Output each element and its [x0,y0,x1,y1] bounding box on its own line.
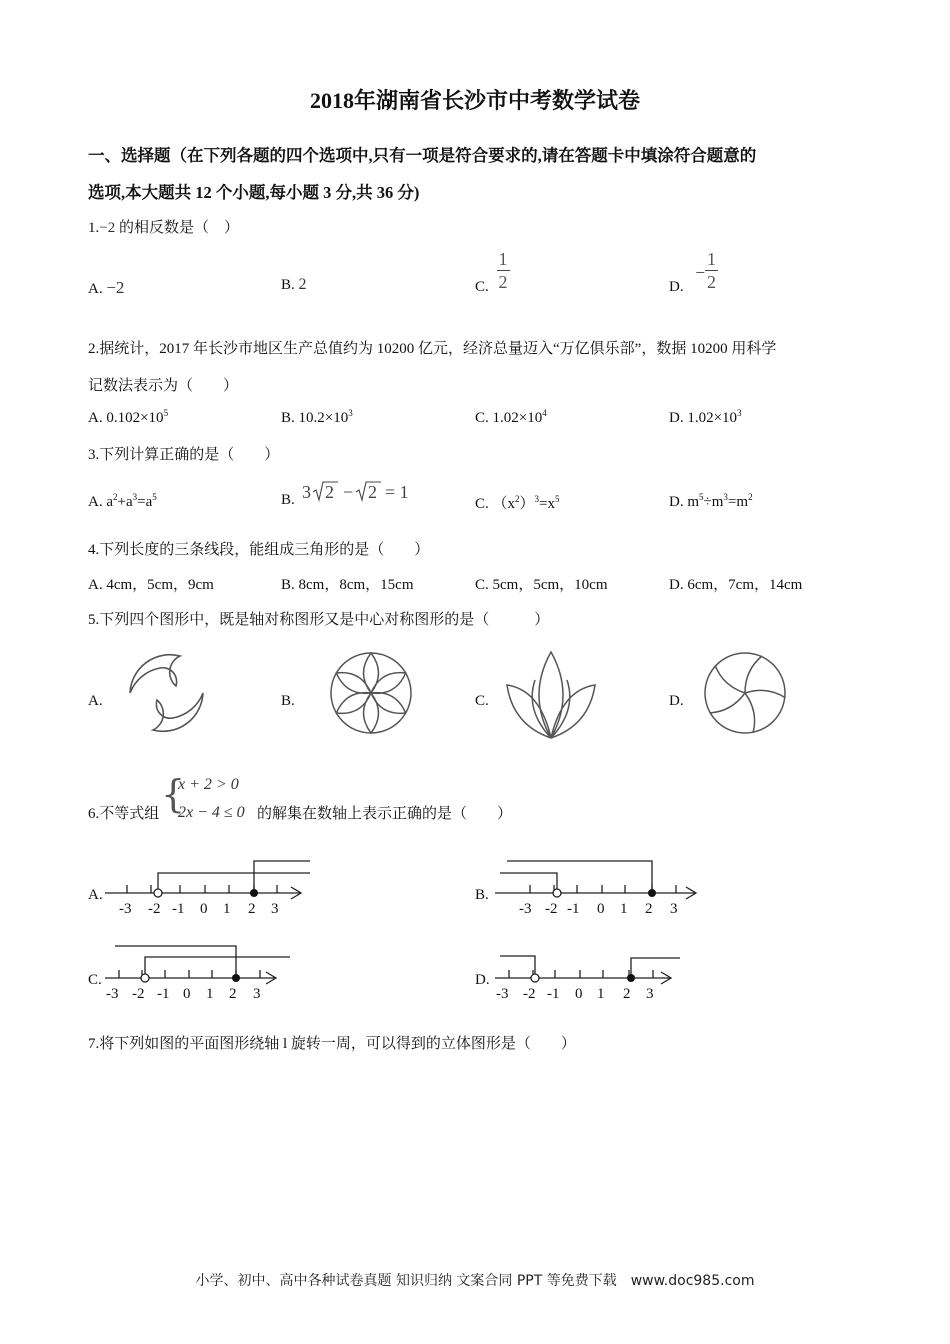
numerator: 1 [498,249,508,269]
option-label: C. [475,278,489,295]
question-6-suffix: 的解集在数轴上表示正确的是（ ） [257,806,513,822]
exponent: 3 [723,492,728,502]
q6-label-c: C. [88,972,102,988]
tick-label: -3 [106,986,119,1002]
q3-option-b-label: B. [281,492,295,508]
q4-option-a: A. 4cm，5cm，9cm [88,577,214,593]
option-label: D. [669,410,684,426]
option-exponent: 3 [737,408,742,418]
q5-label-c: C. [475,693,489,709]
tick-label: 2 [623,986,631,1002]
q3-option-c [475,492,560,513]
option-label: B. [281,410,295,426]
section-heading-line1: 一、选择题（在下列各题的四个选项中,只有一项是符合要求的,请在答题卡中填涂符合题意的 [88,146,757,165]
q2-option-b [281,408,353,427]
option-exponent: 3 [348,408,353,418]
tick-label: 3 [253,986,261,1002]
tick-label: -3 [119,901,132,917]
question-1-stem [88,216,239,237]
tick-label: -3 [519,901,532,917]
denominator: 2 [498,272,508,292]
q5-figure-c-lotus [505,650,600,740]
q6-numberline-c [105,940,310,1005]
term: ） [519,496,535,512]
option-base: 1.02×10 [687,410,738,426]
term: +a [117,494,133,510]
term: ÷m [703,494,724,510]
tick-label: 1 [223,901,231,917]
term: a [106,494,114,510]
q5-figure-b-flower [326,648,416,738]
option-label: B. [281,277,295,293]
option-label: D. [669,494,684,510]
exponent: 3 [132,492,138,502]
q4-option-c: C. 5cm，5cm，10cm [475,577,608,593]
option-label: D. [669,278,684,295]
term: m [687,494,700,510]
page-footer: 小学、初中、高中各种试卷真题 知识归纳 文案合同 PPT 等免费下载 www.doc985.com [195,1273,755,1289]
tick-label: -1 [567,901,580,917]
tick-label: -3 [496,986,509,1002]
q5-label-a: A. [88,693,103,709]
exponent: 5 [152,492,157,502]
fraction [705,250,718,291]
tick-label: -2 [523,986,536,1002]
radicand-text: 2 [368,482,377,502]
q4-option-b: B. 8cm，8cm，15cm [281,577,414,593]
term: =x [539,496,556,512]
option-exponent: 4 [542,408,547,418]
coef-text: 3 [302,482,311,502]
option-value: 2 [298,276,307,293]
q5-label-b: B. [281,693,295,709]
option-label: C. [475,410,489,426]
q6-inequality-2: 2x − 4 ≤ 0 [178,804,245,821]
exponent: 2 [748,492,753,502]
option-base: 10.2×10 [298,410,349,426]
exponent: 2 [515,494,520,504]
minus-text: − [343,482,354,502]
question-6-prefix: 6.不等式组 [88,806,160,822]
q1-number: 1. [88,220,100,236]
tick-label: 0 [597,901,605,917]
q3-option-b-expression [300,478,410,506]
q1-option-b [281,276,307,294]
section-heading-line2: 选项,本大题共 12 个小题,每小题 3 分,共 36 分) [88,183,420,202]
tick-label: 3 [271,901,279,917]
q6-inequality-1: x + 2 > 0 [178,776,239,793]
q2-option-d [669,408,742,427]
option-label: A. [88,281,103,297]
fraction [497,250,510,291]
question-2-line1: 2.据统计，2017 年长沙市地区生产总值约为 10200 亿元，经济总量迈入“万亿俱乐部”，数据 10200 用科学 [88,341,777,357]
radicand-text: 2 [325,482,334,502]
exponent: 3 [534,494,540,504]
option-base: 1.02×10 [492,410,543,426]
question-5-stem: 5.下列四个图形中，既是轴对称图形又是中心对称图形的是（ ） [88,612,550,628]
q6-numberline-d [495,940,690,1005]
tick-label: -2 [148,901,161,917]
q6-numberline-a [105,855,320,920]
option-label: A. [88,494,103,510]
tick-label: 2 [645,901,653,917]
q5-figure-d-pinwheel [700,648,790,738]
q1-text: 的相反数是（ ） [118,220,239,236]
q1-option-a [88,278,124,298]
tick-label: 0 [183,986,191,1002]
q4-option-d: D. 6cm，7cm，14cm [669,577,803,593]
term: =m [727,494,749,510]
question-2-line2: 记数法表示为（ ） [88,378,239,394]
tick-label: -1 [547,986,560,1002]
exponent: 5 [555,494,560,504]
q5-label-d: D. [669,693,684,709]
exponent: 5 [699,492,704,502]
equals-text: = 1 [385,482,409,502]
tick-label: 3 [670,901,678,917]
q1-option-d [669,249,718,295]
question-4-stem: 4.下列长度的三条线段，能组成三角形的是（ ） [88,542,430,558]
question-3-stem: 3.下列计算正确的是（ ） [88,447,280,463]
q6-label-a: A. [88,887,103,903]
q5-figure-a-crescents [118,648,213,738]
option-value: −2 [106,278,125,297]
tick-label: -1 [157,986,170,1002]
q2-option-c [475,408,547,427]
term: （x [492,496,516,512]
tick-label: -2 [132,986,145,1002]
q6-label-b: B. [475,887,489,903]
numerator: 1 [706,249,716,269]
tick-label: 0 [575,986,583,1002]
q3-option-a [88,492,157,511]
tick-label: 1 [206,986,214,1002]
option-label: A. [88,410,103,426]
tick-label: -2 [545,901,558,917]
exponent: 2 [113,492,118,502]
denominator: 2 [706,272,716,292]
tick-label: 1 [597,986,605,1002]
option-label: C. [475,496,489,512]
q6-label-d: D. [475,972,490,988]
q1-expr: −2 [99,220,116,236]
option-exponent: 5 [163,408,169,418]
brace-icon: { [161,772,186,816]
minus-sign: − [695,262,705,282]
q6-numberline-b [495,855,705,920]
tick-label: -1 [172,901,185,917]
question-7-stem: 7.将下列如图的平面图形绕轴 l 旋转一周，可以得到的立体图形是（ ） [88,1036,576,1052]
tick-label: 3 [646,986,654,1002]
q2-option-a [88,408,168,427]
tick-label: 2 [229,986,237,1002]
q1-option-c [475,249,510,295]
option-base: 0.102×10 [106,410,164,426]
term: =a [137,494,153,510]
tick-label: 0 [200,901,208,917]
page-title: 2018年湖南省长沙市中考数学试卷 [309,88,640,113]
tick-label: 1 [620,901,628,917]
tick-label: 2 [248,901,256,917]
q3-option-d [669,492,753,511]
